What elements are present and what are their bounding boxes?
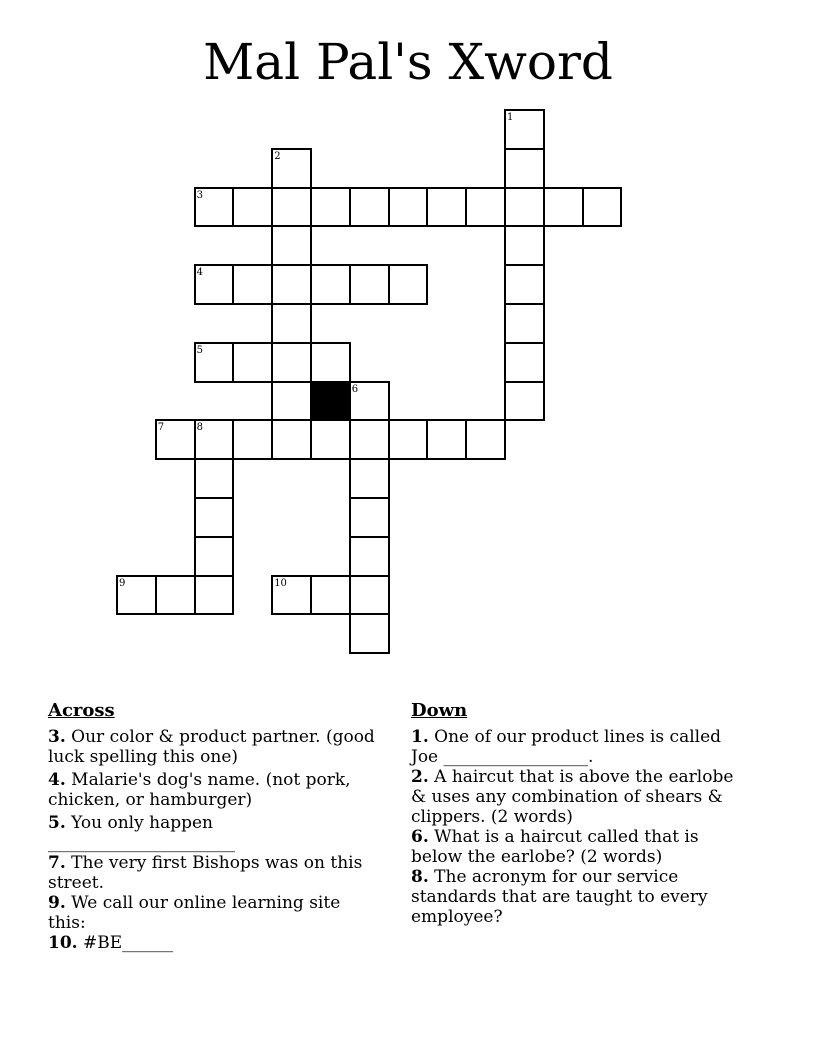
grid-cell[interactable] — [271, 225, 312, 266]
clue-down-8 — [411, 867, 751, 927]
grid-cell[interactable] — [310, 419, 351, 460]
cell-number: 1 — [507, 112, 514, 123]
clue-number: 5. — [48, 813, 66, 833]
cell-number: 9 — [119, 577, 126, 589]
grid-cell[interactable] — [232, 187, 273, 228]
grid-cell[interactable] — [194, 187, 235, 228]
grid-cell[interactable] — [271, 148, 312, 189]
grid-cell[interactable] — [232, 419, 273, 460]
across-heading: Across — [48, 700, 115, 721]
clue-across-9 — [48, 893, 378, 933]
grid-cell[interactable] — [504, 109, 545, 150]
grid-cell[interactable] — [426, 187, 467, 228]
grid-cell[interactable] — [349, 613, 390, 654]
clue-text: You only happen ______________________ — [48, 813, 235, 853]
clue-across-4 — [48, 770, 378, 810]
grid-cell[interactable] — [349, 575, 390, 616]
clue-down-2 — [411, 767, 751, 827]
grid-cell[interactable] — [504, 381, 545, 422]
clue-number: 2. — [411, 767, 429, 787]
grid-cell[interactable] — [116, 575, 157, 616]
grid-cell[interactable] — [271, 419, 312, 460]
page-title: Mal Pal's Xword — [203, 33, 613, 91]
grid-cell[interactable] — [232, 342, 273, 383]
cell-number: 3 — [196, 189, 203, 201]
cell-number: 10 — [274, 577, 287, 589]
grid-cell[interactable] — [388, 187, 429, 228]
grid-cell[interactable] — [194, 497, 235, 538]
grid-cell[interactable] — [194, 419, 235, 460]
grid-cell[interactable] — [504, 187, 545, 228]
grid-cell[interactable] — [155, 575, 196, 616]
grid-cell[interactable] — [194, 458, 235, 499]
cell-number: 4 — [196, 267, 203, 279]
grid-cell[interactable] — [271, 575, 312, 616]
clue-text: A haircut that is above the earlobe & uses any combination of shears & clippers. (2 words) — [411, 767, 734, 827]
clue-text: What is a haircut called that is below the earlobe? (2 words) — [411, 827, 699, 867]
clue-number: 8. — [411, 867, 429, 887]
black-cell — [310, 381, 351, 422]
clue-number: 3. — [48, 727, 66, 747]
clue-number: 7. — [48, 853, 66, 873]
grid-cell[interactable] — [465, 419, 506, 460]
clue-number: 6. — [411, 827, 429, 847]
grid-cell[interactable] — [271, 264, 312, 305]
grid-cell[interactable] — [349, 419, 390, 460]
grid-cell[interactable] — [504, 342, 545, 383]
clue-number: 10. — [48, 933, 78, 953]
grid-cell[interactable] — [310, 575, 351, 616]
clue-text: Our color & product partner. (good luck spelling this one) — [48, 727, 375, 767]
grid-cell[interactable] — [543, 187, 584, 228]
grid-cell[interactable] — [504, 148, 545, 189]
clue-down-6 — [411, 827, 751, 867]
grid-cell[interactable] — [194, 575, 235, 616]
grid-cell[interactable] — [349, 497, 390, 538]
grid-cell[interactable] — [194, 264, 235, 305]
cell-number: 8 — [196, 422, 203, 434]
clue-across-10 — [48, 933, 378, 953]
clue-number: 9. — [48, 893, 66, 913]
clue-text: We call our online learning site this: — [48, 893, 341, 933]
clue-across-3 — [48, 727, 378, 767]
grid-cell[interactable] — [465, 187, 506, 228]
grid-cell[interactable] — [310, 342, 351, 383]
grid-cell[interactable] — [582, 187, 623, 228]
grid-cell[interactable] — [310, 264, 351, 305]
grid-cell[interactable] — [271, 303, 312, 344]
grid-cell[interactable] — [349, 536, 390, 577]
across-clues — [48, 700, 378, 956]
grid-cell[interactable] — [504, 303, 545, 344]
cell-number: 7 — [157, 422, 165, 434]
grid-cell[interactable] — [426, 419, 467, 460]
clue-text: #BE______ — [82, 933, 174, 953]
grid-cell[interactable] — [194, 536, 235, 577]
down-clues — [411, 700, 751, 930]
grid-cell[interactable] — [349, 264, 390, 305]
grid-cell[interactable] — [388, 264, 429, 305]
down-heading: Down — [411, 700, 468, 721]
cell-number: 5 — [196, 344, 203, 356]
clue-text: The acronym for our service standards that are taught to every employee? — [411, 867, 708, 927]
grid-cell[interactable] — [504, 264, 545, 305]
clue-across-7 — [48, 853, 378, 893]
grid-cell[interactable] — [194, 342, 235, 383]
grid-cell[interactable] — [271, 381, 312, 422]
clue-text: Malarie's dog's name. (not pork, chicken, or hamburger) — [48, 770, 351, 810]
grid-cell[interactable] — [232, 264, 273, 305]
clue-text: One of our product lines is called Joe _________________. — [411, 727, 722, 767]
grid-cell[interactable] — [310, 187, 351, 228]
cell-number: 6 — [351, 383, 359, 395]
clue-text: The very first Bishops was on this street. — [48, 853, 363, 893]
clue-across-5 — [48, 813, 378, 853]
grid-cell[interactable] — [349, 381, 390, 422]
grid-cell[interactable] — [271, 187, 312, 228]
grid-cell[interactable] — [349, 187, 390, 228]
clue-down-1 — [411, 727, 751, 767]
grid-cell[interactable] — [155, 419, 196, 460]
grid-cell[interactable] — [271, 342, 312, 383]
clue-number: 4. — [48, 770, 66, 790]
grid-cell[interactable] — [504, 225, 545, 266]
clue-number: 1. — [411, 727, 429, 747]
grid-cell[interactable] — [388, 419, 429, 460]
grid-cell[interactable] — [349, 458, 390, 499]
cell-number: 2 — [274, 150, 281, 162]
